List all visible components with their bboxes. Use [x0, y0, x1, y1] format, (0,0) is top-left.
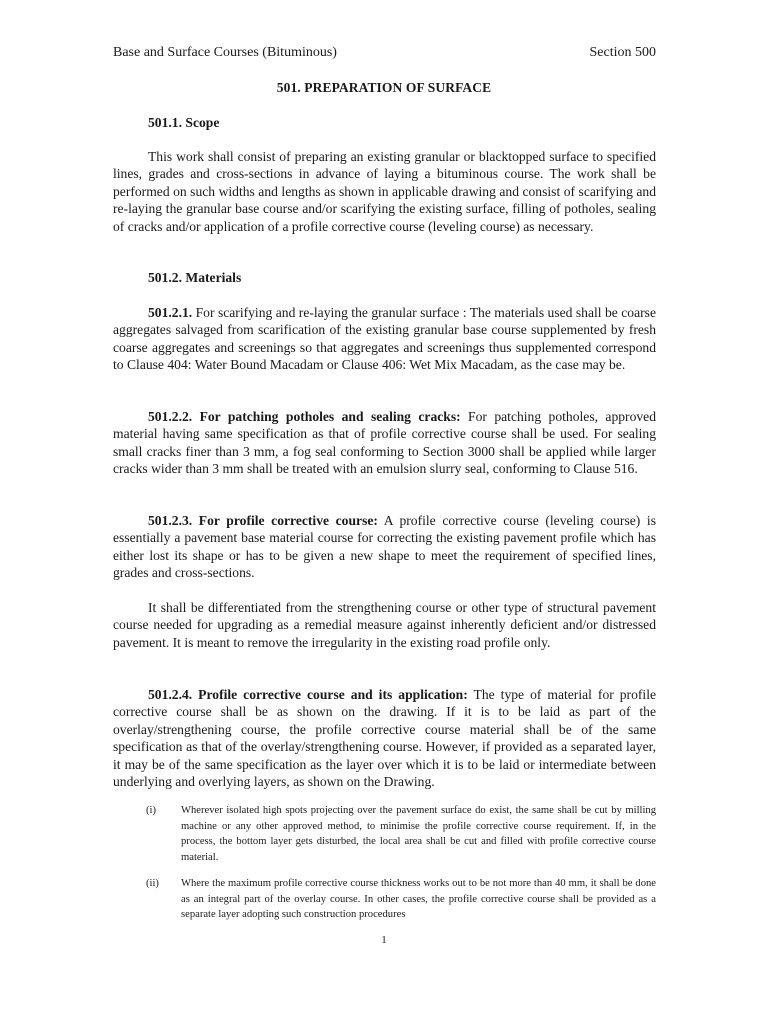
paragraph-label: 501.2.2. For patching potholes and sealing cracks: — [148, 409, 461, 424]
paragraph-body: For patching potholes, approved material having same specification as that of profile corrective course shall be used. For sealing small cracks finer than 3 mm, a fog seal conforming to Section 3000 shall be applied while larger cracks wider than 3 mm shall be treated with an emulsion slurry seal, conforming to Clause 516. — [113, 409, 656, 477]
scope-paragraph: This work shall consist of preparing an existing granular or blacktopped surface to specified lines, grades and cross-sections in advance of laying a bituminous course. The work shall be performed on such widths and lengths as shown in applicable drawing and consist of scarifying and re-laying the granular base course and/or scarifying the existing surface, filling of potholes, sealing of cracks and/or application of a profile corrective course (leveling course) as necessary. — [113, 149, 656, 234]
paragraph-label: 501.2.4. Profile corrective course and its application: — [148, 687, 468, 702]
scope-heading: 501.1. Scope — [148, 115, 220, 130]
header-right: Section 500 — [589, 45, 656, 60]
header-left: Base and Surface Courses (Bituminous) — [113, 45, 337, 60]
paragraph-501-2-4 — [113, 686, 656, 790]
paragraph-501-2-3 — [113, 512, 656, 582]
paragraph-label: 501.2.3. For profile corrective course: — [148, 513, 378, 528]
list-item-number: (ii) — [146, 878, 159, 889]
list-item-text: Where the maximum profile corrective course thickness works out to be not more than 40 mm, it shall be done as an integral part of the overlay course. In other cases, the profile corrective course shall be provided as a separate layer adopting such construction procedures — [181, 878, 656, 921]
page-title: 501. PREPARATION OF SURFACE — [276, 80, 492, 95]
page-number: 1 — [381, 934, 387, 946]
paragraph-body: A profile corrective course (leveling course) is essentially a pavement base material course for correcting the existing pavement profile which has either lost its shape or has to be given a new shape to meet the requirement of specified lines, grades and cross-sections. — [113, 513, 656, 581]
list-item-text: Wherever isolated high spots projecting over the pavement surface do exist, the same shall be cut by milling machine or any other approved method, to minimise the profile corrective course requirement. If, in the process, the bottom layer gets disturbed, the local area shall be cut and filled with profile corrective course material. — [181, 805, 656, 863]
running-header — [113, 44, 656, 62]
materials-heading: 501.2. Materials — [148, 270, 242, 285]
paragraph-differentiation: It shall be differentiated from the strengthening course or other type of structural pavement course needed for upgrading as a remedial measure against inherently deficient and/or distressed pavement. It is meant to remove the irregularity in the existing road profile only. — [113, 600, 656, 650]
paragraph-body: For scarifying and re-laying the granular surface : The materials used shall be coarse aggregates salvaged from scarification of the existing granular base course supplemented by fresh coarse aggregates and screenings so that aggregates and screenings thus supplemented correspond to Clause 404: Water Bound Macadam or Clause 406: Wet Mix Macadam, as the case may be. — [113, 305, 656, 373]
list-item — [146, 876, 656, 923]
paragraph-label: 501.2.1. — [148, 305, 193, 320]
paragraph-body: The type of material for profile corrective course shall be as shown on the drawing. If it is to be laid as part of the overlay/strengthening course, the profile corrective course material shall be of the same specification as that of the overlay/strengthening course. However, if provided as a separated layer, it may be of the same specification as the layer over which it is to be laid or intermediate between underlying and overlying layers, as shown on the Drawing. — [113, 687, 656, 790]
list-item — [146, 803, 656, 865]
paragraph-501-2-2 — [113, 408, 656, 478]
paragraph-501-2-1 — [113, 304, 656, 374]
list-item-number: (i) — [146, 805, 156, 816]
